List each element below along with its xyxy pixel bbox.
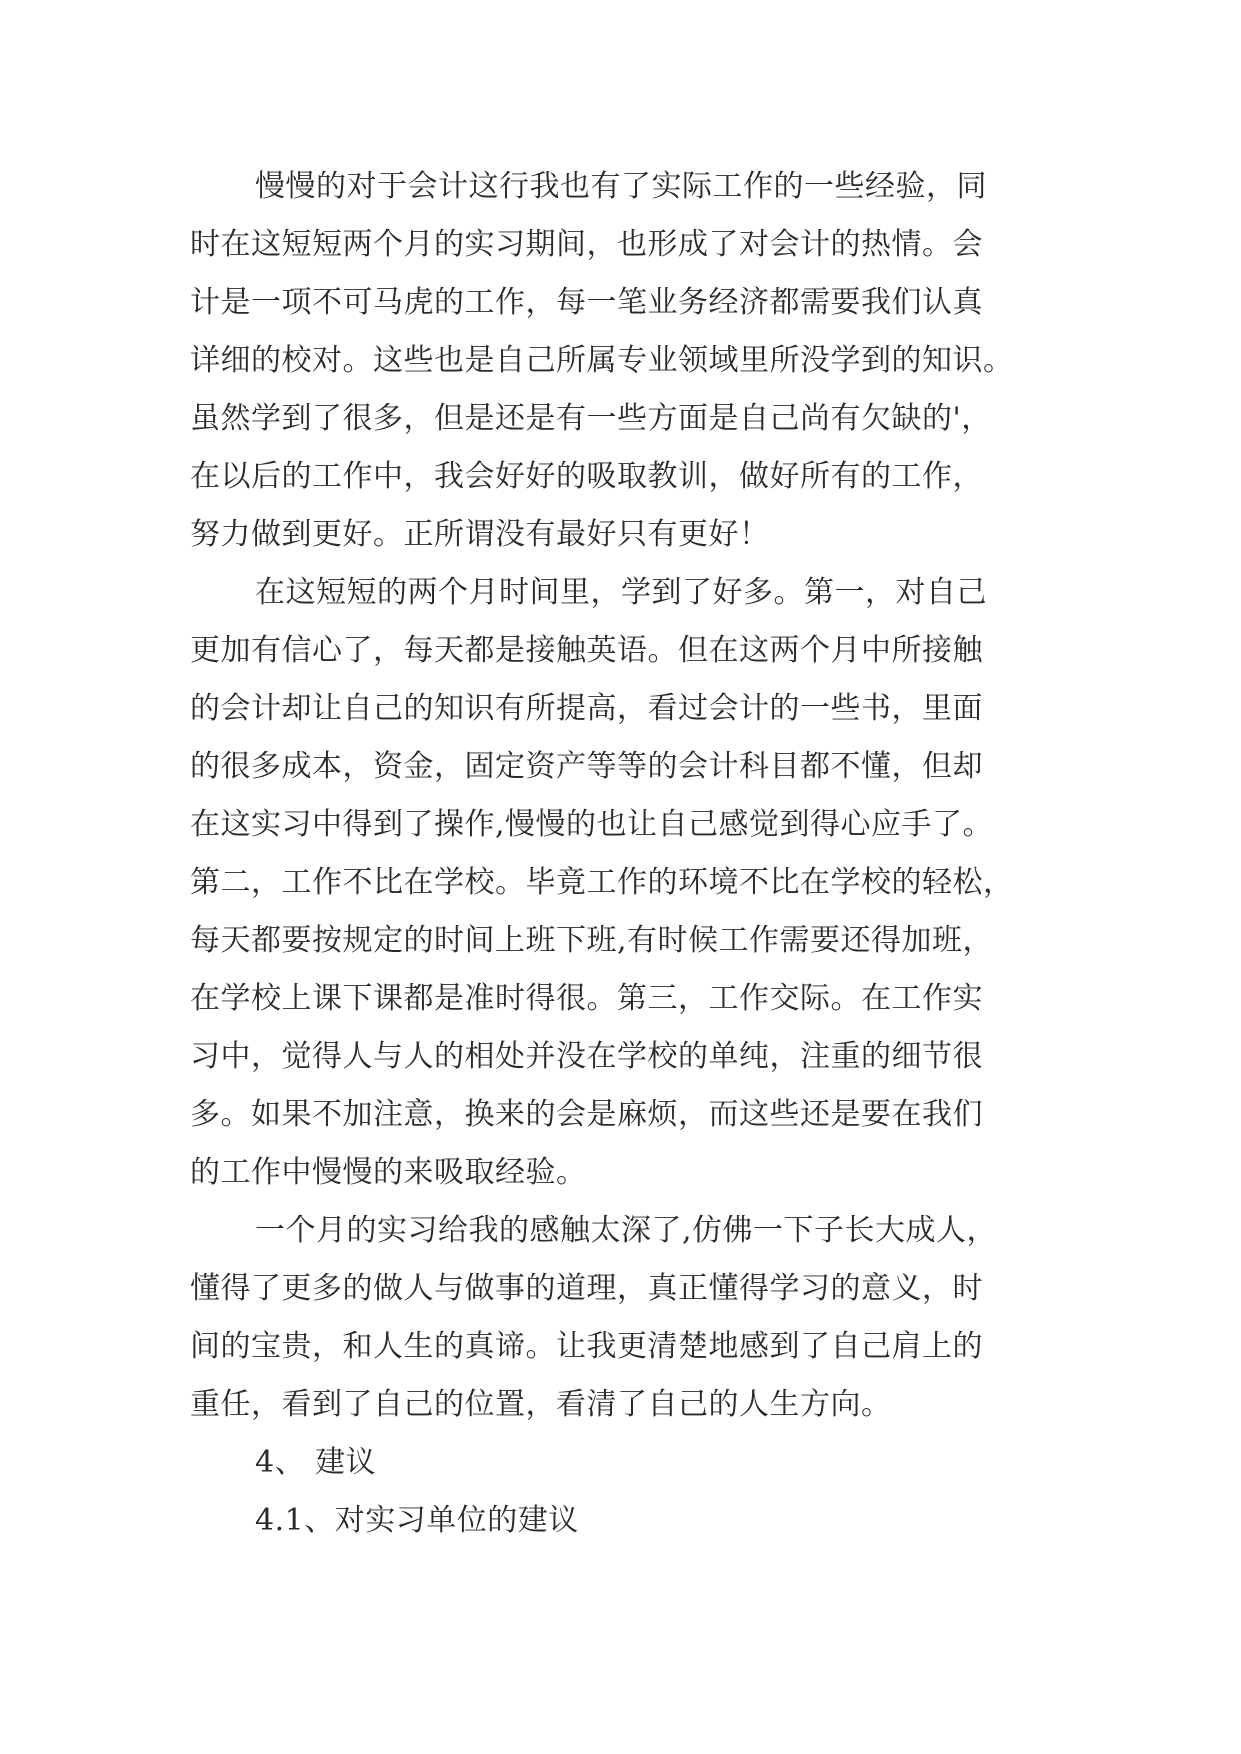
text-line: 计是一项不可马虎的工作，每一笔业务经济都需要我们认真 xyxy=(190,285,983,320)
text-line: 多。如果不加注意，换来的会是麻烦，而这些还是要在我们 xyxy=(190,1097,983,1132)
text-line: 在这短短的两个月时间里，学到了好多。第一，对自己 xyxy=(255,575,987,610)
text-line: 在学校上课下课都是准时得很。第三，工作交际。在工作实 xyxy=(190,981,983,1016)
subsection-heading: 4.1、对实习单位的建议 xyxy=(255,1503,579,1538)
text-line: 第二，工作不比在学校。毕竟工作的环境不比在学校的轻松， xyxy=(190,865,1014,900)
text-line: 虽然学到了很多，但是还是有一些方面是自己尚有欠缺的'， xyxy=(190,401,992,436)
section-heading: 4、 建议 xyxy=(255,1445,377,1480)
text-line: 的会计却让自己的知识有所提高，看过会计的一些书，里面 xyxy=(190,691,983,726)
text-line: 的很多成本，资金，固定资产等等的会计科目都不懂，但却 xyxy=(190,749,983,784)
text-line: 懂得了更多的做人与做事的道理，真正懂得学习的意义，时 xyxy=(190,1271,983,1306)
text-line: 更加有信心了，每天都是接触英语。但在这两个月中所接触 xyxy=(190,633,983,668)
text-line: 间的宝贵，和人生的真谛。让我更清楚地感到了自己肩上的 xyxy=(190,1329,983,1364)
text-line: 重任，看到了自己的位置，看清了自己的人生方向。 xyxy=(190,1387,892,1422)
text-line: 在以后的工作中，我会好好的吸取教训，做好所有的工作， xyxy=(190,459,983,494)
text-line: 详细的校对。这些也是自己所属专业领域里所没学到的知识。 xyxy=(190,343,1014,378)
text-line: 努力做到更好。正所谓没有最好只有更好！ xyxy=(190,517,770,552)
text-line: 时在这短短两个月的实习期间，也形成了对会计的热情。会 xyxy=(190,227,983,262)
text-line: 习中，觉得人与人的相处并没在学校的单纯，注重的细节很 xyxy=(190,1039,983,1074)
text-line: 每天都要按规定的时间上班下班,有时候工作需要还得加班， xyxy=(190,923,994,958)
text-line: 的工作中慢慢的来吸取经验。 xyxy=(190,1155,587,1190)
text-line: 慢慢的对于会计这行我也有了实际工作的一些经验，同 xyxy=(255,169,987,204)
text-line: 一个月的实习给我的感触太深了,仿佛一下子长大成人， xyxy=(255,1213,998,1248)
text-line: 在这实习中得到了操作,慢慢的也让自己感觉到得心应手了。 xyxy=(190,807,994,842)
document-body xyxy=(190,158,1070,1550)
